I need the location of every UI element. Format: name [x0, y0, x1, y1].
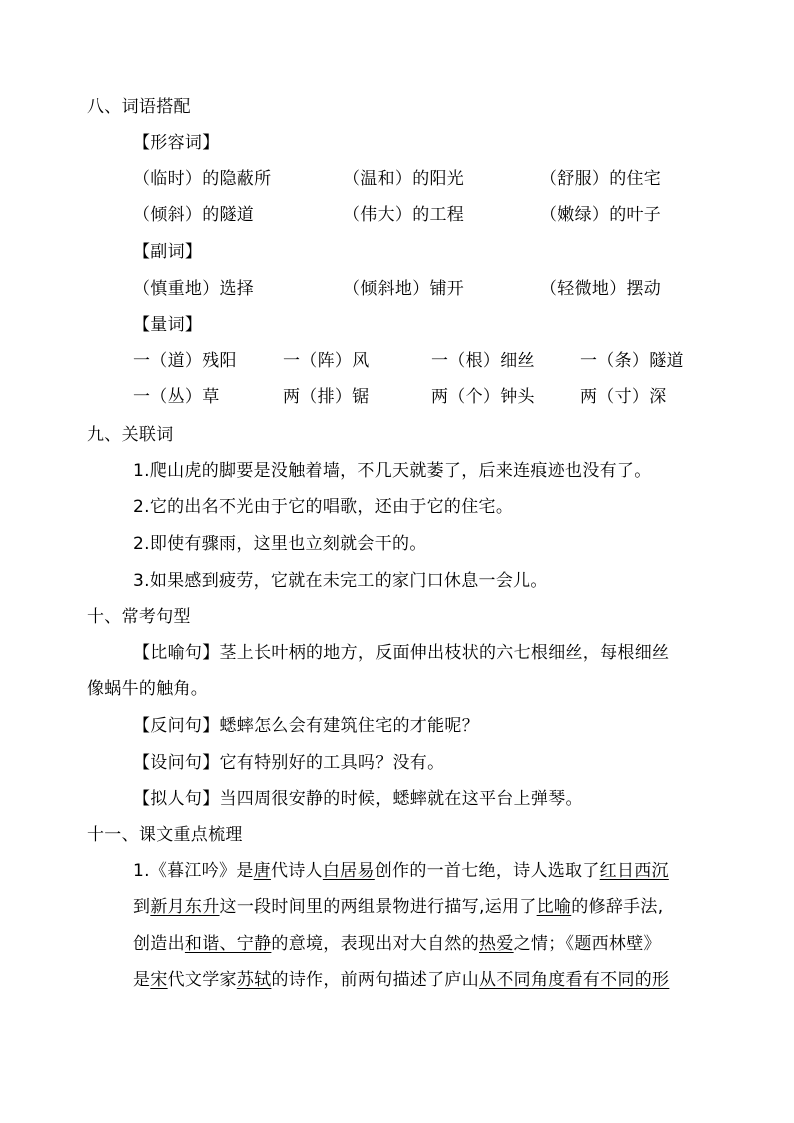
- section-10-title: 十、常考句型: [87, 607, 191, 627]
- section-9-title: 九、关联词: [87, 425, 174, 445]
- adverb-item: （轻微地）摆动: [540, 279, 662, 299]
- sentence-pattern: 【反问句】蟋蟀怎么会有建筑住宅的才能呢？: [133, 716, 479, 736]
- answer-blank: 从不同角度看有不同的形: [479, 970, 670, 990]
- answer-blank: 白居易: [322, 861, 375, 881]
- sentence-pattern: 像蜗牛的触角。: [87, 679, 209, 699]
- adjective-label: 【形容词】: [133, 133, 220, 153]
- sentence-pattern: 【设问句】它有特别好的工具吗？没有。: [133, 753, 445, 773]
- conjunction-sentence: 2.即使有骤雨，这里也立刻就会干的。: [133, 534, 427, 554]
- adjective-item: （温和）的阳光: [343, 169, 465, 189]
- measure-word-item: 一（条）隧道: [580, 351, 684, 371]
- measure-word-item: 两（寸）深: [580, 387, 667, 407]
- answer-blank: 唐: [253, 861, 271, 881]
- sentence-pattern: 【拟人句】当四周很安静的时候，蟋蟀就在这平台上弹琴。: [133, 789, 583, 809]
- answer-blank: 宋: [150, 970, 168, 990]
- conjunction-sentence: 3.如果感到疲劳，它就在未完工的家门口休息一会儿。: [133, 571, 548, 591]
- summary-text: 1.《暮江吟》是: [133, 861, 254, 881]
- adverb-item: （倾斜地）铺开: [343, 279, 465, 299]
- answer-blank: 热爱: [479, 934, 514, 954]
- sentence-pattern: 【比喻句】茎上长叶柄的地方，反面伸出枝状的六七根细丝，每根细丝: [133, 643, 670, 663]
- measure-word-item: 一（根）细丝: [431, 351, 535, 371]
- summary-text: 是: [133, 970, 151, 990]
- measure-word-item: 两（排）锯: [283, 387, 370, 407]
- measure-word-item: 一（丛）草: [133, 387, 220, 407]
- summary-line: [133, 970, 669, 990]
- summary-text: 这一段时间里的两组景物进行描写,运用了: [219, 897, 537, 917]
- section-8-title: 八、词语搭配: [87, 97, 191, 117]
- answer-blank: 和谐、宁静: [184, 934, 272, 954]
- answer-blank: 苏轼: [236, 970, 272, 990]
- summary-text: 代诗人: [270, 861, 323, 881]
- summary-text: 创造出: [133, 934, 185, 954]
- answer-blank: 比喻: [536, 897, 572, 917]
- summary-text: 之情；《题西林壁》: [513, 934, 661, 954]
- adjective-item: （舒服）的住宅: [540, 169, 662, 189]
- conjunction-sentence: 2.它的出名不光由于它的唱歌，还由于它的住宅。: [133, 497, 514, 517]
- measure-word-item: 两（个）钟头: [431, 387, 535, 407]
- summary-text: 的修辞手法,: [571, 897, 664, 917]
- adjective-item: （倾斜）的隧道: [133, 205, 255, 225]
- summary-line: [133, 934, 661, 954]
- summary-line: [133, 861, 669, 881]
- measure-word-label: 【量词】: [133, 315, 203, 335]
- answer-blank: 新月东升: [150, 897, 220, 917]
- summary-text: 创作的一首七绝，诗人选取了: [374, 861, 600, 881]
- conjunction-sentence: 1.爬山虎的脚要是没触着墙，不几天就萎了，后来连痕迹也没有了。: [133, 461, 652, 481]
- measure-word-item: 一（阵）风: [283, 351, 370, 371]
- summary-text: 到: [133, 897, 151, 917]
- measure-word-item: 一（道）残阳: [133, 351, 237, 371]
- summary-text: 的诗作，前两句描述了庐山: [271, 970, 480, 990]
- adjective-item: （临时）的隐蔽所: [133, 169, 272, 189]
- adjective-item: （嫩绿）的叶子: [540, 205, 662, 225]
- adverb-label: 【副词】: [133, 242, 203, 262]
- adverb-item: （慎重地）选择: [133, 279, 255, 299]
- summary-text: 代文学家: [167, 970, 237, 990]
- section-11-title: 十一、课文重点梳理: [87, 825, 243, 845]
- summary-text: 的意境，表现出对大自然的: [271, 934, 480, 954]
- summary-line: [133, 897, 663, 917]
- adjective-item: （伟大）的工程: [343, 205, 465, 225]
- answer-blank: 红日西沉: [599, 861, 669, 881]
